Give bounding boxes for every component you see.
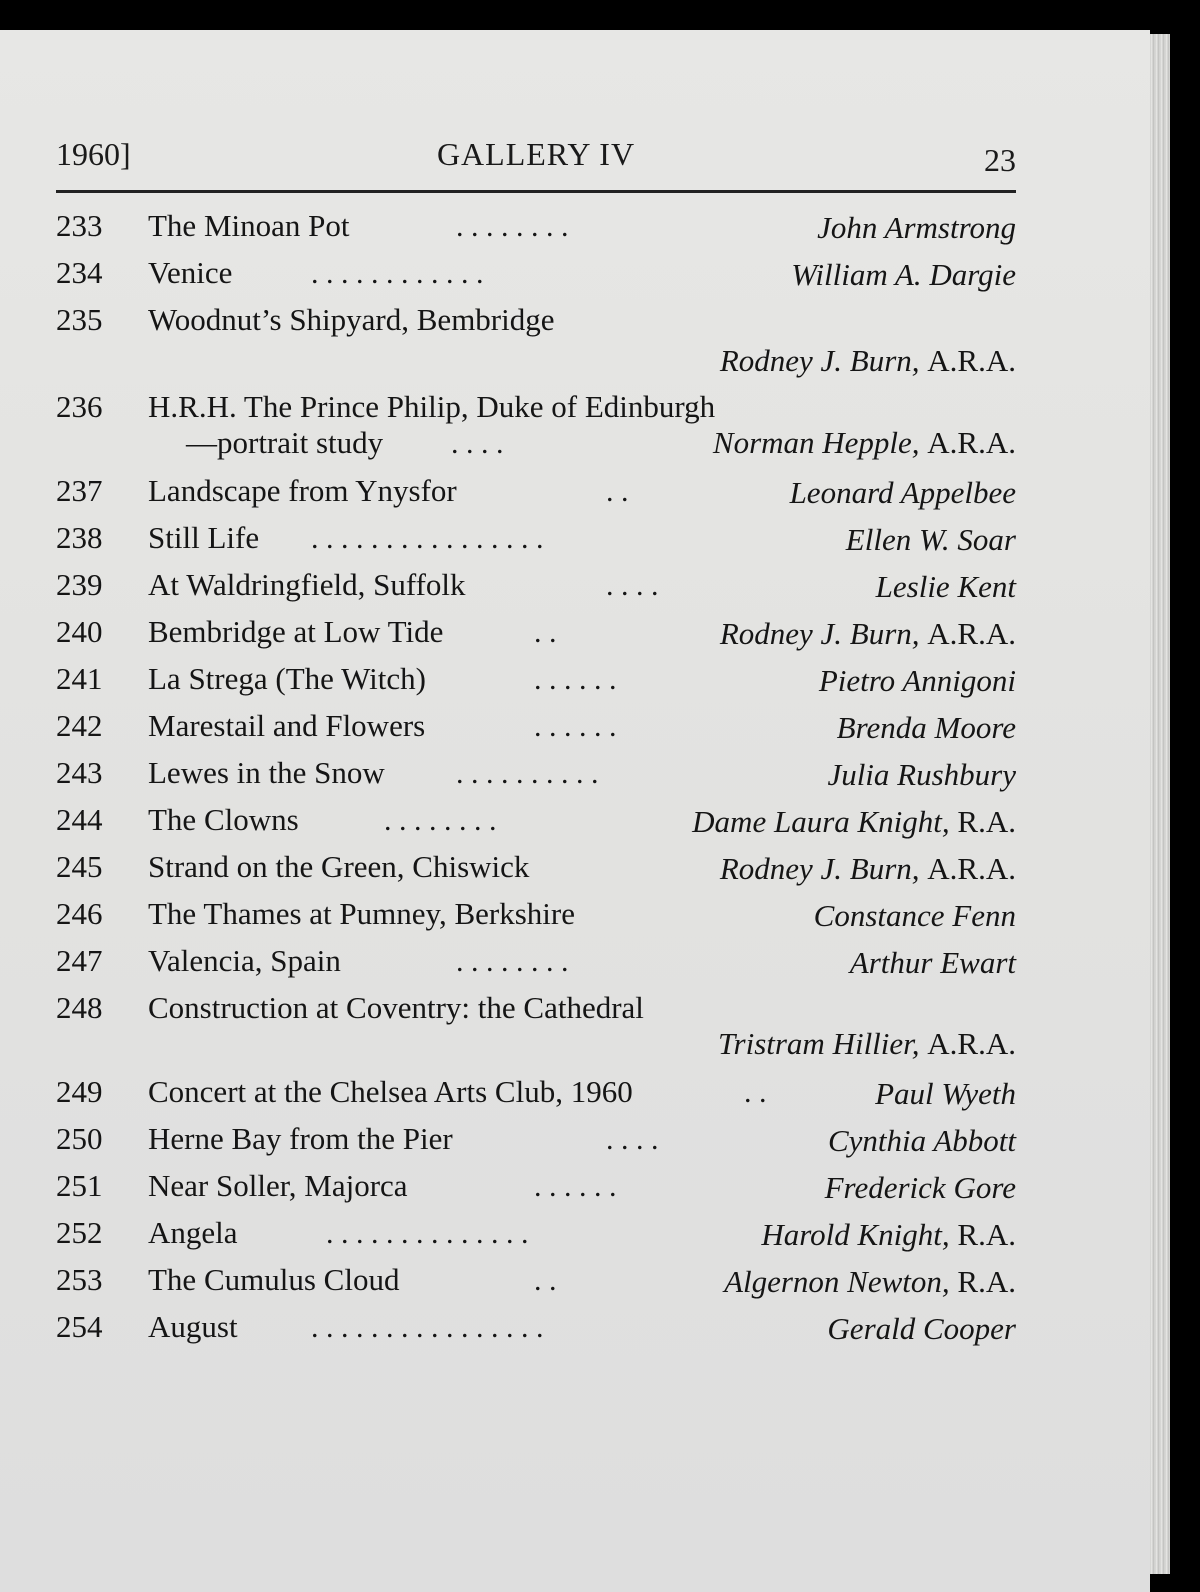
entry-title: August [148,1309,238,1344]
leader-dots: . . [744,1076,767,1109]
entry-title: Woodnut’s Shipyard, Bembridge [148,302,555,337]
list-item [56,608,1016,655]
list-item [56,249,1016,296]
entry-subtitle: —portrait study [186,425,384,460]
entry-number: 238 [56,520,103,555]
entry-title: Venice [148,255,233,290]
entry-artist: Arthur Ewart [849,945,1016,980]
entry-artist: William A. Dargie [791,257,1016,292]
entry-title: The Cumulus Cloud [148,1262,400,1297]
artist-honor: A.R.A. [927,1026,1016,1061]
list-item [56,1068,1016,1115]
list-item [56,1303,1016,1350]
entry-title: Construction at Coventry: the Cathedral [148,990,644,1025]
artist-honor: A.R.A. [927,616,1016,651]
list-item [56,655,1016,702]
entry-artist: Cynthia Abbott [827,1123,1016,1158]
leader-dots: . . . . [606,1123,659,1156]
entry-artist: John Armstrong [817,210,1016,245]
page-edge [1150,34,1170,1574]
entry-number: 243 [56,755,103,790]
entry-title: Still Life [148,520,260,555]
list-item [56,467,1016,514]
entry-number: 252 [56,1215,103,1250]
entry-artist: Ellen W. Soar [845,522,1016,557]
artist-honor: A.R.A. [927,343,1016,378]
leader-dots: . . . . . . . . [456,945,569,978]
leader-dots: . . . . . . [534,1170,617,1203]
page-number: 23 [984,142,1016,178]
leader-dots: . . [534,616,557,649]
entry-artist: Frederick Gore [824,1170,1016,1205]
list-item [56,561,1016,608]
list-item [56,296,1016,383]
entry-number: 234 [56,255,103,290]
list-item [56,890,1016,937]
entry-number: 235 [56,302,103,337]
leader-dots: . . . . . . . . . . . . . . [326,1217,529,1250]
entry-number: 236 [56,389,103,424]
list-item [56,1209,1016,1256]
entry-artist: Rodney J. Burn, A.R.A. [719,851,1016,886]
entry-number: 245 [56,849,103,884]
entry-number: 248 [56,990,103,1025]
entry-artist: Pietro Annigoni [818,663,1016,698]
artist-honor: R.A. [957,1264,1016,1299]
entry-artist: Tristram Hillier, A.R.A. [717,1026,1016,1061]
entry-title: At Waldringfield, Suffolk [148,567,466,602]
list-item [56,937,1016,984]
entry-title: The Clowns [148,802,299,837]
entry-number: 237 [56,473,103,508]
entry-artist: Paul Wyeth [875,1076,1016,1111]
entry-artist: Julia Rushbury [827,757,1016,792]
entry-title: The Minoan Pot [148,208,350,243]
entry-artist: Brenda Moore [836,710,1016,745]
list-item [56,514,1016,561]
list-item [56,1256,1016,1303]
leader-dots: . . . . . . . . . . . . . . . . [311,522,544,555]
entry-title: Concert at the Chelsea Arts Club, 1960 [148,1074,633,1109]
entry-title: Valencia, Spain [148,943,341,978]
entry-artist: Leslie Kent [875,569,1016,604]
leader-dots: . . . . . . . . [456,210,569,243]
header-year: 1960] [56,136,131,172]
leader-dots: . . . . . . . . . . [456,757,599,790]
entry-artist: Harold Knight, R.A. [761,1217,1016,1252]
entry-number: 246 [56,896,103,931]
entry-artist: Norman Hepple, A.R.A. [712,425,1016,460]
entry-title: Marestail and Flowers [148,708,426,743]
list-item [56,1115,1016,1162]
entry-artist: Rodney J. Burn, A.R.A. [719,616,1016,651]
leader-dots: . . . . . . . . . . . . . . . . [311,1311,544,1344]
entry-artist: Dame Laura Knight, R.A. [692,804,1016,839]
leader-dots: . . [606,475,629,508]
entry-number: 239 [56,567,103,602]
list-item [56,843,1016,890]
entry-title: La Strega (The Witch) [148,661,426,696]
entry-artist: Constance Fenn [813,898,1016,933]
list-item [56,796,1016,843]
entry-artist: Leonard Appelbee [789,475,1016,510]
list-item [56,383,1016,467]
leader-dots: . . . . . . [534,663,617,696]
entry-artist: Rodney J. Burn, A.R.A. [719,343,1016,378]
page-header [56,134,1016,184]
entry-number: 240 [56,614,103,649]
entry-title: H.R.H. The Prince Philip, Duke of Edinburgh [148,389,716,424]
entry-title: The Thames at Pumney, Berkshire [148,896,576,931]
artist-honor: R.A. [957,804,1016,839]
entry-number: 241 [56,661,103,696]
entry-title: Herne Bay from the Pier [148,1121,453,1156]
entry-title: Lewes in the Snow [148,755,385,790]
entry-title: Landscape from Ynysfor [148,473,457,508]
entry-number: 250 [56,1121,103,1156]
page-title: GALLERY IV [436,136,636,172]
entry-list [56,202,1016,1350]
entry-number: 253 [56,1262,103,1297]
list-item [56,984,1016,1068]
entry-artist: Algernon Newton, R.A. [724,1264,1016,1299]
entry-number: 247 [56,943,103,978]
entry-title: Angela [148,1215,238,1250]
list-item [56,749,1016,796]
list-item [56,702,1016,749]
entry-title: Near Soller, Majorca [148,1168,408,1203]
entry-title: Strand on the Green, Chiswick [148,849,530,884]
entry-number: 254 [56,1309,103,1344]
leader-dots: . . . . . . . . [384,804,497,837]
list-item [56,1162,1016,1209]
leader-dots: . . . . . . [534,710,617,743]
leader-dots: . . . . . . . . . . . . [311,257,484,290]
artist-honor: R.A. [957,1217,1016,1252]
entry-number: 233 [56,208,103,243]
leader-dots: . . [534,1264,557,1297]
list-item [56,202,1016,249]
entry-number: 242 [56,708,103,743]
entry-number: 249 [56,1074,103,1109]
entry-artist: Gerald Cooper [827,1311,1016,1346]
entry-number: 251 [56,1168,103,1203]
leader-dots: . . . . [606,569,659,602]
entry-title: Bembridge at Low Tide [148,614,444,649]
entry-number: 244 [56,802,103,837]
header-rule [56,190,1016,193]
leader-dots: . . . . [451,427,504,460]
artist-honor: A.R.A. [927,851,1016,886]
artist-honor: A.R.A. [927,425,1016,460]
